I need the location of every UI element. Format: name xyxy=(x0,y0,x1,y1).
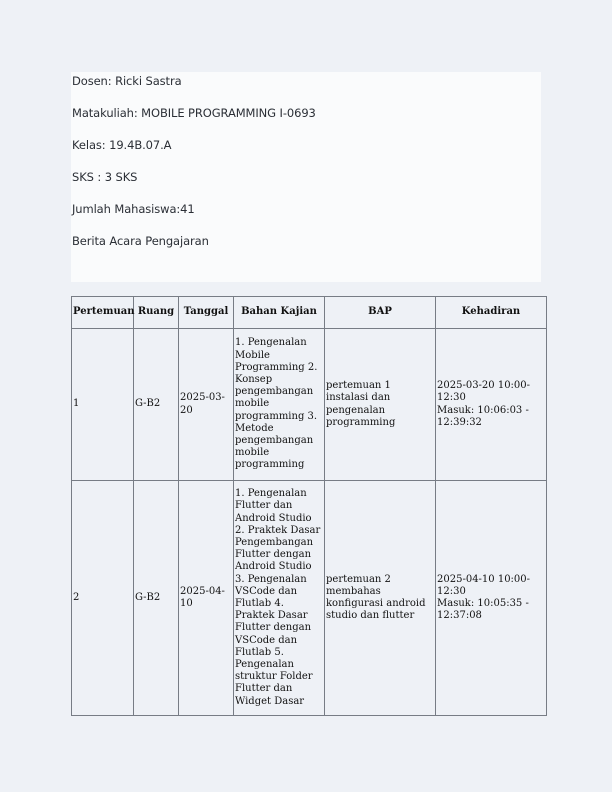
header-tanggal: Tanggal xyxy=(179,297,234,329)
header-pertemuan: Pertemuan xyxy=(72,297,134,329)
kehadiran-jadwal: 2025-04-10 10:00-12:30 xyxy=(437,573,531,597)
kelas-label: Kelas: 19.4B.07.A xyxy=(72,138,172,152)
table-row xyxy=(72,329,547,481)
cell-bahan-kajian: 1. Pengenalan Mobile Programming 2. Konsep pengembangan mobile programming 3. Metode pengembangan mobile programming xyxy=(234,329,325,481)
cell-bap: pertemuan 2 membahas konfigurasi android studio dan flutter xyxy=(325,481,436,716)
course-info-card xyxy=(71,72,541,282)
cell-kehadiran xyxy=(436,481,547,716)
kehadiran-masuk: Masuk: 10:06:03 - 12:39:32 xyxy=(437,404,529,428)
cell-bahan-kajian: 1. Pengenalan Flutter dan Android Studio 2. Praktek Dasar Pengembangan Flutter dengan Android Studio 3. Pengenalan VSCode dan Flutlab 4. Praktek Dasar Flutter dengan VSCode dan Flutlab 5. Pengenalan struktur Folder Flutter dan Widget Dasar xyxy=(234,481,325,716)
cell-bap: pertemuan 1 instalasi dan pengenalan programming xyxy=(325,329,436,481)
cell-pertemuan: 1 xyxy=(72,329,134,481)
header-bahan-kajian: Bahan Kajian xyxy=(234,297,325,329)
cell-kehadiran xyxy=(436,329,547,481)
section-title: Berita Acara Pengajaran xyxy=(72,234,209,248)
header-ruang: Ruang xyxy=(134,297,179,329)
sks-label: SKS : 3 SKS xyxy=(72,170,138,184)
kehadiran-masuk: Masuk: 10:05:35 - 12:37:08 xyxy=(437,598,529,622)
matakuliah-label: Matakuliah: MOBILE PROGRAMMING I-0693 xyxy=(72,106,316,120)
kehadiran-jadwal: 2025-03-20 10:00-12:30 xyxy=(437,380,531,404)
header-bap: BAP xyxy=(325,297,436,329)
header-kehadiran: Kehadiran xyxy=(436,297,547,329)
table-row xyxy=(72,481,547,716)
cell-ruang: G-B2 xyxy=(134,329,179,481)
cell-pertemuan: 2 xyxy=(72,481,134,716)
cell-ruang: G-B2 xyxy=(134,481,179,716)
cell-tanggal: 2025-03-20 xyxy=(179,329,234,481)
berita-acara-table xyxy=(71,296,547,716)
cell-tanggal: 2025-04-10 xyxy=(179,481,234,716)
table-header-row xyxy=(72,297,547,329)
jumlah-mahasiswa-label: Jumlah Mahasiswa:41 xyxy=(72,202,195,216)
dosen-label: Dosen: Ricki Sastra xyxy=(72,74,182,88)
